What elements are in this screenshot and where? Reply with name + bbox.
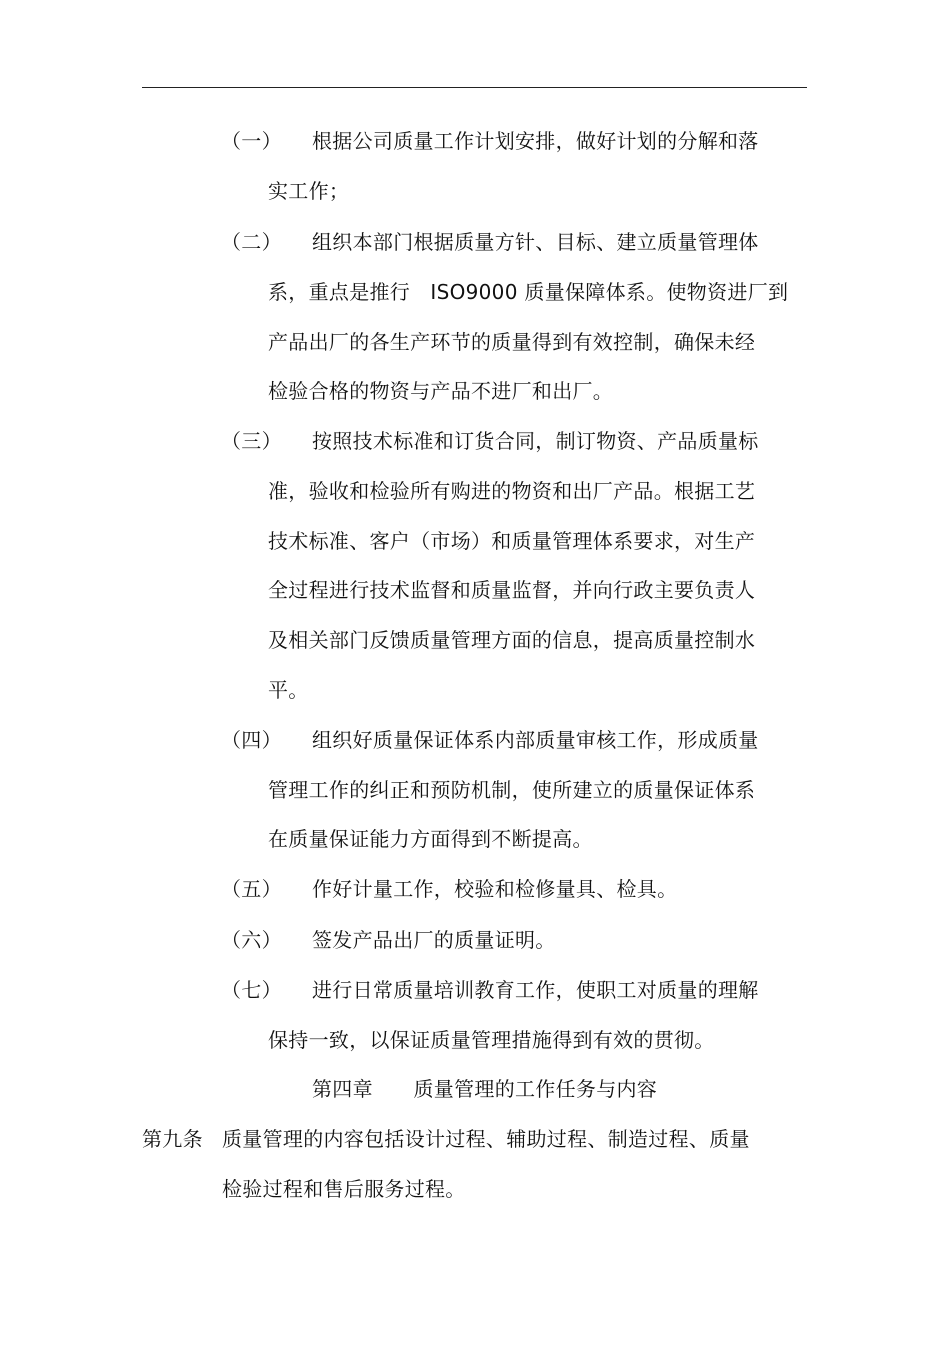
article-line-1: 质量管理的内容包括设计过程、辅助过程、制造过程、质量 [222, 1127, 750, 1151]
item-marker-3: （三） [221, 429, 282, 453]
item-marker-2: （二） [221, 230, 282, 254]
article-number: 第九条 [142, 1127, 203, 1151]
item-1-line-2: 实工作； [268, 179, 350, 203]
header-rule [142, 87, 807, 88]
item-marker-6: （六） [221, 928, 282, 952]
item-3-line-1: 按照技术标准和订货合同，制订物资、产品质量标 [312, 429, 759, 453]
item-3-line-2: 准，验收和检验所有购进的物资和出厂产品。根据工艺 [268, 479, 756, 503]
item-4-line-1: 组织好质量保证体系内部质量审核工作，形成质量 [312, 728, 759, 752]
item-marker-5: （五） [221, 877, 282, 901]
item-2-line-4: 检验合格的物资与产品不进厂和出厂。 [268, 379, 614, 403]
item-2-line-1: 组织本部门根据质量方针、目标、建立质量管理体 [312, 230, 759, 254]
item-6-line-1: 签发产品出厂的质量证明。 [312, 928, 556, 952]
item-3-line-5: 及相关部门反馈质量管理方面的信息，提高质量控制水 [268, 628, 756, 652]
item-marker-7: （七） [221, 978, 282, 1002]
item-3-line-4: 全过程进行技术监督和质量监督，并向行政主要负责人 [268, 578, 756, 602]
item-marker-4: （四） [221, 728, 282, 752]
item-5-line-1: 作好计量工作，校验和检修量具、检具。 [312, 877, 678, 901]
item-4-line-2: 管理工作的纠正和预防机制，使所建立的质量保证体系 [268, 778, 756, 802]
article-line-2: 检验过程和售后服务过程。 [222, 1177, 466, 1201]
item-2-line-2: 系，重点是推行 ISO9000 质量保障体系。使物资进厂到 [268, 280, 789, 304]
item-1-line-1: 根据公司质量工作计划安排，做好计划的分解和落 [312, 129, 759, 153]
item-7-line-1: 进行日常质量培训教育工作，使职工对质量的理解 [312, 978, 759, 1002]
item-2-line-3: 产品出厂的各生产环节的质量得到有效控制，确保未经 [268, 330, 756, 354]
item-marker-1: （一） [221, 129, 282, 153]
chapter-heading: 第四章 质量管理的工作任务与内容 [312, 1077, 658, 1101]
item-3-line-3: 技术标准、客户（市场）和质量管理体系要求，对生产 [268, 529, 756, 553]
item-3-line-6: 平。 [268, 678, 309, 702]
item-7-line-2: 保持一致，以保证质量管理措施得到有效的贯彻。 [268, 1028, 715, 1052]
item-4-line-3: 在质量保证能力方面得到不断提高。 [268, 827, 593, 851]
